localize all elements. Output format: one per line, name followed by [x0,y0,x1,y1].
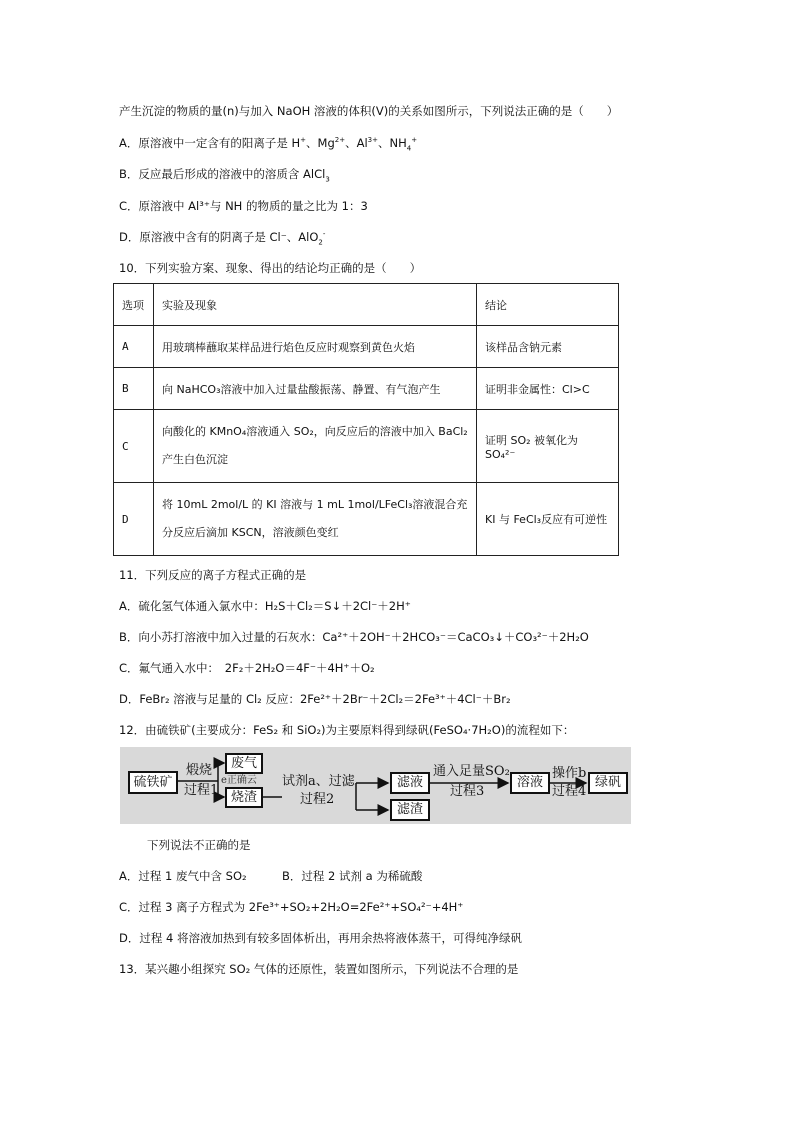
q12-option-a: A．过程 1 废气中含 SO₂ [119,869,247,883]
q12-option-b: B．过程 2 试剂 a 为稀硫酸 [282,869,423,883]
row-option: B [114,368,154,410]
row-experiment [154,483,477,556]
q9-option-a-mg: 、Mg [306,136,335,150]
q9-option-d-sup: - [322,230,326,239]
q12-option-c: C．过程 3 离子方程式为 2Fe³⁺+SO₂+2H₂O=2Fe²⁺+SO₄²⁻+4H⁺ [119,900,464,914]
row-conclusion: 证明 SO₂ 被氧化为 SO₄²⁻ [477,410,619,483]
q10-stem: 10．下列实验方案、现象、得出的结论均正确的是（ ） [119,261,422,275]
flow-box-solution: 溶液 [510,772,550,794]
table-row [114,483,619,556]
q11-option-b: B．向小苏打溶液中加入过量的石灰水：Ca²⁺＋2OH⁻＋2HCO₃⁻＝CaCO₃↓＋CO₃²⁻＋2H₂O [119,630,589,644]
row-experiment-line1: 将 10mL 2mol/L 的 KI 溶液与 1 mL 1mol/LFeCl₃溶液混合充 [162,498,468,511]
q9-option-c: C．原溶液中 Al³⁺与 NH 的物质的量之比为 1：3 [119,199,368,213]
q11-option-c: C．氟气通入水中： 2F₂＋2H₂O＝4F⁻＋4H⁺＋O₂ [119,661,375,675]
flow-label-so2: 通入足量SO₂ [433,764,510,779]
header-experiment: 实验及现象 [154,284,477,326]
flow-label-process1: 过程1 [184,783,219,798]
flow-box-ore: 硫铁矿 [128,771,178,794]
flow-label-process3: 过程3 [450,784,485,799]
flow-box-slag: 烧渣 [225,787,263,808]
q11-stem: 11．下列反应的离子方程式正确的是 [119,568,307,582]
q9-option-a-al: 、Al [345,136,368,150]
q11-option-a: A．硫化氢气体通入氯水中：H₂S＋Cl₂＝S↓＋2Cl⁻＋2H⁺ [119,599,411,613]
q12-flow-diagram [120,747,631,824]
q9-option-d [119,229,325,245]
row-experiment-line2: 产生白色沉淀 [162,453,228,466]
flow-watermark: e正确云 [221,775,257,786]
row-option: A [114,326,154,368]
table-header-row [114,284,619,326]
row-conclusion: KI 与 FeCl₃反应有可逆性 [477,483,619,556]
header-option: 选项 [114,284,154,326]
q12-sub-stem: 下列说法不正确的是 [147,838,251,852]
q9-option-d-text: D．原溶液中含有的阴离子是 Cl⁻、AlO [119,230,319,244]
row-experiment: 向 NaHCO₃溶液中加入过量盐酸振荡、静置、有气泡产生 [154,368,477,410]
q9-option-a-nh: 、NH [378,136,407,150]
row-experiment-line1: 向酸化的 KMnO₄溶液通入 SO₂，向反应后的溶液中加入 BaCl₂ [162,425,468,438]
flow-label-reagent: 试剂a、过滤 [282,774,355,789]
flow-box-residue: 滤渣 [390,799,430,821]
table-row [114,410,619,483]
flow-label-process4: 过程4 [552,784,587,799]
flow-label-operation: 操作b [552,766,587,781]
row-experiment: 用玻璃棒蘸取某样品进行焰色反应时观察到黄色火焰 [154,326,477,368]
q9-option-b: B．反应最后形成的溶液中的溶质含 AlCl$_3$ [119,167,330,184]
row-conclusion: 该样品含钠元素 [477,326,619,368]
row-experiment [154,410,477,483]
row-option: D [114,483,154,556]
row-experiment-line2: 分反应后滴加 KSCN，溶液颜色变红 [162,526,339,539]
flow-box-product: 绿矾 [588,772,628,794]
q9-option-a-text: A．原溶液中一定含有的阳离子是 H [119,136,301,150]
q12-option-d: D．过程 4 将溶液加热到有较多固体析出，再用余热将液体蒸干，可得纯净绿矾 [119,931,522,945]
q10-table [113,283,619,556]
flow-box-waste-gas: 废气 [225,753,263,774]
flow-label-roast: 煅烧 [186,763,213,778]
q9-stem: 产生沉淀的物质的量(n)与加入 NaOH 溶液的体积(V)的关系如图所示，下列说法正确的是（ ） [119,104,619,118]
flow-label-process2: 过程2 [300,792,335,807]
q9-option-a: A．原溶液中一定含有的阳离子是 H+、$Mg^{2+}$、$Al^{3+}$、$NH_4^+$ [119,136,418,153]
row-conclusion: 证明非金属性：Cl>C [477,368,619,410]
row-option: C [114,410,154,483]
table-row [114,326,619,368]
q13-stem: 13．某兴趣小组探究 SO₂ 气体的还原性，装置如图所示，下列说法不合理的是 [119,962,519,976]
q11-option-d: D．FeBr₂ 溶液与足量的 Cl₂ 反应：2Fe²⁺＋2Br⁻＋2Cl₂＝2Fe³⁺＋4Cl⁻＋Br₂ [119,692,511,706]
flow-box-filtrate: 滤液 [390,772,430,794]
header-conclusion: 结论 [477,284,619,326]
table-row [114,368,619,410]
q9-option-d-sub: 2 [318,238,323,247]
q9-option-b-text: B．反应最后形成的溶液中的溶质含 AlCl [119,167,326,181]
q12-stem: 12．由硫铁矿(主要成分：FeS₂ 和 SiO₂)为主要原料得到绿矾(FeSO₄·7H₂O)的流程如下： [119,723,575,737]
